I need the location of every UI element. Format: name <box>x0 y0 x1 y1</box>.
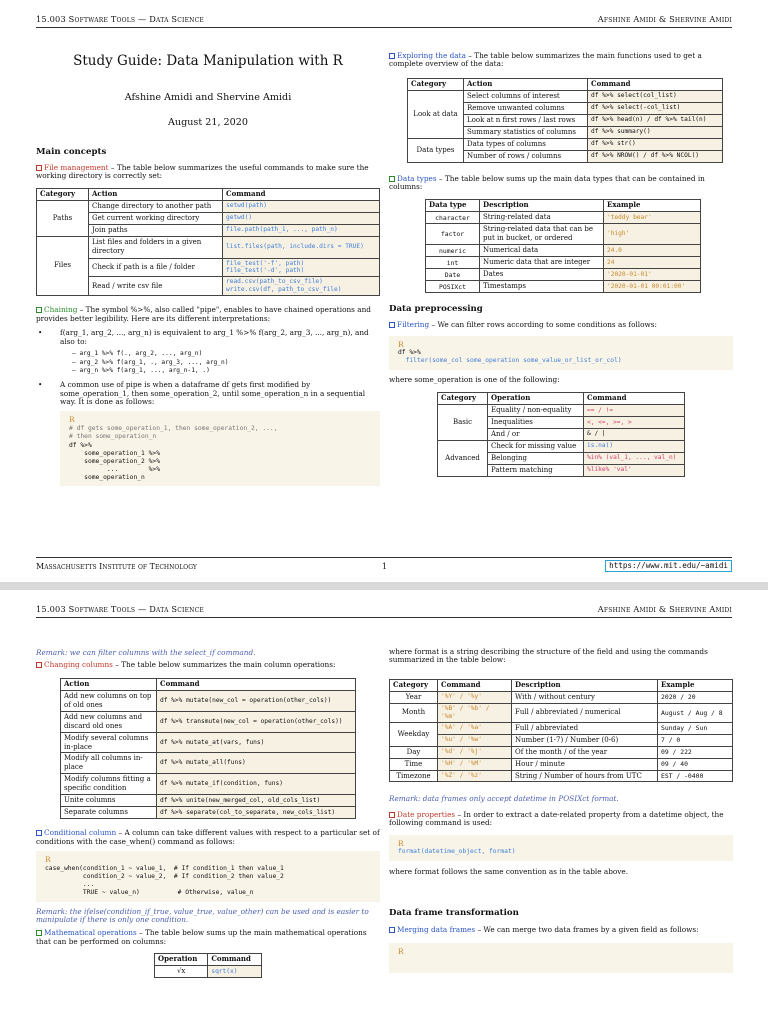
code-line: # df gets some_operation_1, then some_operation_2, ..., <box>69 425 278 433</box>
command-cell: == / != <box>584 405 685 417</box>
exploring-text: – The table below summarizes the main functions used to get a complete overview of the data: <box>389 51 702 69</box>
description-cell: Full / abbreviated <box>512 722 658 734</box>
merging-keyword: Merging data frames <box>397 925 476 935</box>
description-cell: With / without century <box>512 691 658 703</box>
math-operations-text: – The table below sums up the main mathematical operations that can be performed on columns: <box>36 928 367 946</box>
example-cell: '2020-01-01 00:01:00' <box>604 281 701 293</box>
data-types-paragraph <box>389 175 733 192</box>
action-cell: Separate columns <box>61 807 157 819</box>
checkbox-icon <box>389 53 395 59</box>
page-footer <box>36 557 732 575</box>
merging-text: – We can merge two data frames by a given field as follows: <box>475 925 699 935</box>
r-language-label: R <box>398 838 404 848</box>
description-cell: Full / abbreviated / numerical <box>512 703 658 722</box>
example-cell: 'high' <box>604 224 701 245</box>
date-format-table <box>389 679 733 783</box>
type-cell: int <box>426 257 480 269</box>
command-cell: file.path(path_1, ..., path_n) <box>223 224 380 236</box>
where-format-text: where format follows the same convention as in the table above. <box>389 866 629 876</box>
action-cell: Get current working directory <box>89 212 223 224</box>
table-header: Category <box>390 679 438 691</box>
operation-cell: Equality / non-equality <box>488 405 584 417</box>
command-cell <box>223 277 380 296</box>
code-line: ... <box>45 881 95 889</box>
chaining-text: – The symbol %>%, also called "pipe", enables to have chained operations and provides better legibility. Here are its different interpretations: <box>36 305 371 323</box>
table-header: Action <box>464 78 588 90</box>
category-cell: Weekday <box>390 722 438 746</box>
code-line: some_operation_2 %>% <box>69 457 160 465</box>
chaining-bullet-1: • f(arg_1, arg_2, ..., arg_n) is equivalent to arg_1 %>% f(arg_2, arg_3, ..., arg_n), and also to: <box>36 329 380 346</box>
table-header: Command <box>208 954 262 966</box>
header-authors: Afshine Amidi & Shervine Amidi <box>597 14 732 24</box>
table-header: Command <box>588 78 723 90</box>
command-cell: setwd(path) <box>223 200 380 212</box>
merging-paragraph <box>389 926 733 934</box>
code-line: ... %>% <box>69 466 160 474</box>
command-line: read.csv(path_to_csv_file) <box>226 278 323 286</box>
table-header: Category <box>37 188 89 200</box>
command-cell: df %>% mutate(new_col = operation(other_cols)) <box>157 690 356 711</box>
chaining-keyword: Chaining <box>44 305 78 315</box>
description-cell: Hour / minute <box>512 758 658 770</box>
command-cell: & / | <box>584 428 685 440</box>
r-language-label: R <box>45 855 51 865</box>
code-line: format(datetime_object, format) <box>398 848 516 856</box>
table-header: Command <box>438 679 512 691</box>
action-cell: Join paths <box>89 224 223 236</box>
command-cell: '%Y' / '%y' <box>438 691 512 703</box>
command-cell: df %>% NROW() / df %>% NCOL() <box>588 150 723 162</box>
description-cell: Dates <box>480 269 604 281</box>
column-operations-table <box>60 678 356 819</box>
example-cell: '2020-01-01' <box>604 269 701 281</box>
command-cell: df %>% mutate_all(funs) <box>157 753 356 774</box>
command-cell: df %>% select(-col_list) <box>588 102 723 114</box>
command-cell: is.na() <box>584 440 685 452</box>
action-cell: Summary statistics of columns <box>464 126 588 138</box>
command-cell: df %>% str() <box>588 138 723 150</box>
table-header: Description <box>512 679 658 691</box>
action-cell: Change directory to another path <box>89 200 223 212</box>
document-authors: Afshine Amidi and Shervine Amidi <box>124 92 292 104</box>
code-line: case_when(condition_1 ~ value_1, # If condition_1 then value_1 <box>45 864 284 872</box>
example-cell: EST / -0400 <box>658 770 733 782</box>
command-line: file_test('-f', path) <box>226 259 305 267</box>
sublist-item: – arg_2 %>% f(arg_1, ., arg_3, ..., arg_n) <box>72 358 229 366</box>
table-header: Command <box>584 393 685 405</box>
command-cell: df %>% unite(new_merged_col, old_cols_list) <box>157 795 356 807</box>
description-cell: Numeric data that are integer <box>480 257 604 269</box>
right-column <box>389 648 733 973</box>
table-header: Description <box>480 200 604 212</box>
checkbox-icon <box>389 812 395 818</box>
command-cell: df %>% summary() <box>588 126 723 138</box>
action-cell: Unite columns <box>61 795 157 807</box>
command-cell: '%Z' / '%z' <box>438 770 512 782</box>
case-when-code-block <box>36 851 380 901</box>
action-cell: Add new columns and discard old ones <box>61 711 157 732</box>
command-cell: df %>% transmute(new_col = operation(other_cols)) <box>157 711 356 732</box>
checkbox-icon <box>36 830 42 836</box>
filter-code-block <box>389 336 733 370</box>
command-cell: '%A' / '%a' <box>438 722 512 734</box>
example-cell: 24.0 <box>604 245 701 257</box>
checkbox-icon <box>36 307 42 313</box>
command-cell: '%B' / '%b' / '%m' <box>438 703 512 722</box>
command-cell: df %>% mutate_if(condition, funs) <box>157 774 356 795</box>
date-properties-paragraph <box>389 811 733 828</box>
command-cell: '%u' / '%w' <box>438 734 512 746</box>
conditional-column-text: – A column can take different values with respect to a particular set of conditions with the case_when() command as follows: <box>36 828 380 846</box>
page-2 <box>0 590 768 1024</box>
section-data-frame-transformation: Data frame transformation <box>389 908 519 919</box>
data-types-text: – The table below sums up the main data types that can be contained in columns: <box>389 173 705 192</box>
example-cell: 2020 / 20 <box>658 691 733 703</box>
example-cell: 09 / 40 <box>658 758 733 770</box>
code-line: some_operation_1 %>% <box>69 449 160 457</box>
category-cell: Month <box>390 703 438 722</box>
r-language-label: R <box>69 415 75 425</box>
document-date: August 21, 2020 <box>168 116 248 128</box>
date-properties-text: – In order to extract a date-related property from a datetime object, the following command is used: <box>389 809 724 828</box>
example-cell: August / Aug / 8 <box>658 703 733 722</box>
action-cell: Check if path is a file / folder <box>89 258 223 277</box>
chaining-sublist <box>36 350 380 376</box>
r-language-label: R <box>398 946 404 956</box>
file-management-table <box>36 188 380 297</box>
math-operations-table <box>154 953 262 978</box>
example-cell: 09 / 222 <box>658 746 733 758</box>
command-cell: df %>% head(n) / df %>% tail(n) <box>588 114 723 126</box>
category-cell: Data types <box>408 138 464 162</box>
command-cell: sqrt(x) <box>208 966 262 978</box>
description-cell: Number (1-7) / Number (0-6) <box>512 734 658 746</box>
section-main-concepts: Main concepts <box>36 146 107 157</box>
command-cell: %in% (val_1, ..., val_n) <box>584 452 685 464</box>
description-cell: Of the month / of the year <box>512 746 658 758</box>
r-language-label: R <box>398 339 404 349</box>
type-cell: factor <box>426 224 480 245</box>
conditional-column-paragraph <box>36 829 380 846</box>
action-cell: Modify columns fitting a specific condition <box>61 774 157 795</box>
command-cell <box>223 258 380 277</box>
sublist-item: – arg_1 %>% f(., arg_2, ..., arg_n) <box>72 350 203 358</box>
filtering-keyword: Filtering <box>397 320 430 330</box>
type-cell: character <box>426 212 480 224</box>
operation-cell: And / or <box>488 428 584 440</box>
action-cell: Read / write csv file <box>89 277 223 296</box>
action-cell: Modify several columns in-place <box>61 732 157 753</box>
command-line: write.csv(df, path_to_csv_file) <box>226 286 342 294</box>
merge-code-block <box>389 943 733 973</box>
category-cell: Timezone <box>390 770 438 782</box>
action-cell: Add new columns on top of old ones <box>61 690 157 711</box>
where-text: where some_operation is one of the following: <box>389 374 560 384</box>
exploring-paragraph <box>389 52 733 69</box>
example-cell: 'teddy bear' <box>604 212 701 224</box>
action-cell: Remove unwanted columns <box>464 102 588 114</box>
remark-posixct: Remark: data frames only accept datetime in POSIXct format. <box>389 794 619 804</box>
operation-cell: √x <box>155 966 208 978</box>
checkbox-icon <box>389 927 395 933</box>
checkbox-icon <box>389 322 395 328</box>
exploring-table <box>407 78 723 163</box>
code-line: filter(some_col some_operation some_value_or_list_or_col) <box>398 357 622 365</box>
header-authors: Afshine Amidi & Shervine Amidi <box>597 604 732 614</box>
category-cell: Paths <box>37 200 89 236</box>
table-header: Operation <box>488 393 584 405</box>
data-types-keyword: Data types <box>397 173 437 183</box>
operation-cell: Belonging <box>488 452 584 464</box>
type-cell: Date <box>426 269 480 281</box>
table-header: Command <box>223 188 380 200</box>
description-cell: Timestamps <box>480 281 604 293</box>
section-data-preprocessing: Data preprocessing <box>389 304 483 315</box>
code-line: # then some_operation_n <box>69 433 157 441</box>
category-cell: Basic <box>438 405 488 441</box>
format-code-block <box>389 835 733 861</box>
remark-ifelse: Remark: the ifelse(condition_if_true, value_true, value_other) can be used and is easier to manipulate if there is only one condition. <box>36 906 369 924</box>
table-header: Category <box>438 393 488 405</box>
sublist-item: – arg_n %>% f(arg_1, ..., arg_n-1, .) <box>72 367 210 375</box>
chaining-paragraph <box>36 306 380 323</box>
header-course: 15.003 Software Tools — Data Science <box>36 604 204 614</box>
exploring-keyword: Exploring the data <box>397 51 466 60</box>
example-cell: 7 / 0 <box>658 734 733 746</box>
code-line: df %>% <box>69 441 92 449</box>
command-line: file_test('-d', path) <box>226 267 305 275</box>
data-types-table <box>425 199 701 293</box>
code-line: TRUE ~ value_n) # Otherwise, value_n <box>45 889 254 897</box>
category-cell: Files <box>37 236 89 296</box>
footer-url-link[interactable]: https://www.mit.edu/~amidi <box>605 560 732 572</box>
category-cell: Advanced <box>438 440 488 476</box>
date-properties-keyword: Date properties <box>397 809 456 819</box>
changing-columns-keyword: Changing columns <box>44 660 113 670</box>
action-cell: Select columns of interest <box>464 90 588 102</box>
command-cell: df %>% separate(col_to_separate, new_cols_list) <box>157 807 356 819</box>
command-cell: '%d' / '%j' <box>438 746 512 758</box>
footer-institution: Massachusetts Institute of Technology <box>36 562 197 571</box>
remark-select-if: Remark: we can filter columns with the select_if command. <box>36 648 256 657</box>
command-cell: list.files(path, include.dirs = TRUE) <box>223 236 380 258</box>
chaining-code-block <box>60 411 380 486</box>
file-management-paragraph <box>36 164 380 181</box>
checkbox-icon <box>36 165 42 171</box>
command-cell: <, <=, >=, > <box>584 417 685 429</box>
conditional-column-keyword: Conditional column <box>44 828 117 838</box>
left-column <box>36 648 380 978</box>
math-operations-keyword: Mathematical operations <box>44 928 137 938</box>
example-cell: Sunday / Sun <box>658 722 733 734</box>
format-description: where format is a string describing the structure of the field and using the commands summarized in the table below: <box>389 647 708 665</box>
category-cell: Day <box>390 746 438 758</box>
operation-cell: Check for missing value <box>488 440 584 452</box>
table-header: Action <box>89 188 223 200</box>
table-header: Category <box>408 78 464 90</box>
type-cell: POSIXct <box>426 281 480 293</box>
table-header: Command <box>157 678 356 690</box>
category-cell: Look at data <box>408 90 464 138</box>
description-cell: String / Number of hours from UTC <box>512 770 658 782</box>
checkbox-icon <box>36 930 42 936</box>
filtering-paragraph <box>389 321 733 329</box>
header-course: 15.003 Software Tools — Data Science <box>36 14 204 24</box>
action-cell: Number of rows / columns <box>464 150 588 162</box>
page-separator <box>0 582 768 590</box>
table-header: Action <box>61 678 157 690</box>
table-header: Example <box>604 200 701 212</box>
description-cell: Numerical data <box>480 245 604 257</box>
changing-columns-paragraph <box>36 661 380 669</box>
action-cell: Data types of columns <box>464 138 588 150</box>
filtering-text: – We can filter rows according to some conditions as follows: <box>429 320 657 330</box>
file-management-text: – The table below summarizes the useful commands to make sure the working directory is correctly set: <box>36 162 369 181</box>
table-header: Data type <box>426 200 480 212</box>
checkbox-icon <box>389 176 395 182</box>
command-cell: getwd() <box>223 212 380 224</box>
action-cell: Modify all columns in-place <box>61 753 157 774</box>
left-column <box>36 30 380 486</box>
action-cell: Look at n first rows / last rows <box>464 114 588 126</box>
code-line: df %>% <box>398 349 421 357</box>
description-cell: String-related data <box>480 212 604 224</box>
type-cell: numeric <box>426 245 480 257</box>
operation-cell: Pattern matching <box>488 464 584 476</box>
code-line: condition_2 ~ value_2, # If condition_2 then value_2 <box>45 873 284 880</box>
document-title: Study Guide: Data Manipulation with R <box>73 53 343 69</box>
category-cell: Time <box>390 758 438 770</box>
checkbox-icon <box>36 662 42 668</box>
action-cell: List files and folders in a given directory <box>89 236 223 258</box>
right-column <box>389 52 733 477</box>
changing-columns-text: – The table below summarizes the main column operations: <box>112 660 336 670</box>
command-cell: df %>% select(col_list) <box>588 90 723 102</box>
command-cell: df %>% mutate_at(vars, funs) <box>157 732 356 753</box>
operations-table <box>437 392 685 477</box>
page-header <box>36 604 732 618</box>
table-header: Example <box>658 679 733 691</box>
description-cell: String-related data that can be put in bucket, or ordered <box>480 224 604 245</box>
command-cell: '%H' / '%M' <box>438 758 512 770</box>
math-operations-paragraph <box>36 929 380 946</box>
category-cell: Year <box>390 691 438 703</box>
page-header <box>36 14 732 28</box>
command-cell: %like% 'val' <box>584 464 685 476</box>
table-header: Operation <box>155 954 208 966</box>
code-line: some_operation_n <box>69 474 145 482</box>
file-management-keyword: File management <box>44 162 109 172</box>
page-number: 1 <box>382 562 388 571</box>
operation-cell: Inequalities <box>488 417 584 429</box>
chaining-bullet-2: • A common use of pipe is when a dataframe df gets first modified by some_operation_1, then some_operation_2, until some_operation_n in a sequential way. It is done as follows: <box>36 381 380 406</box>
example-cell: 24 <box>604 257 701 269</box>
